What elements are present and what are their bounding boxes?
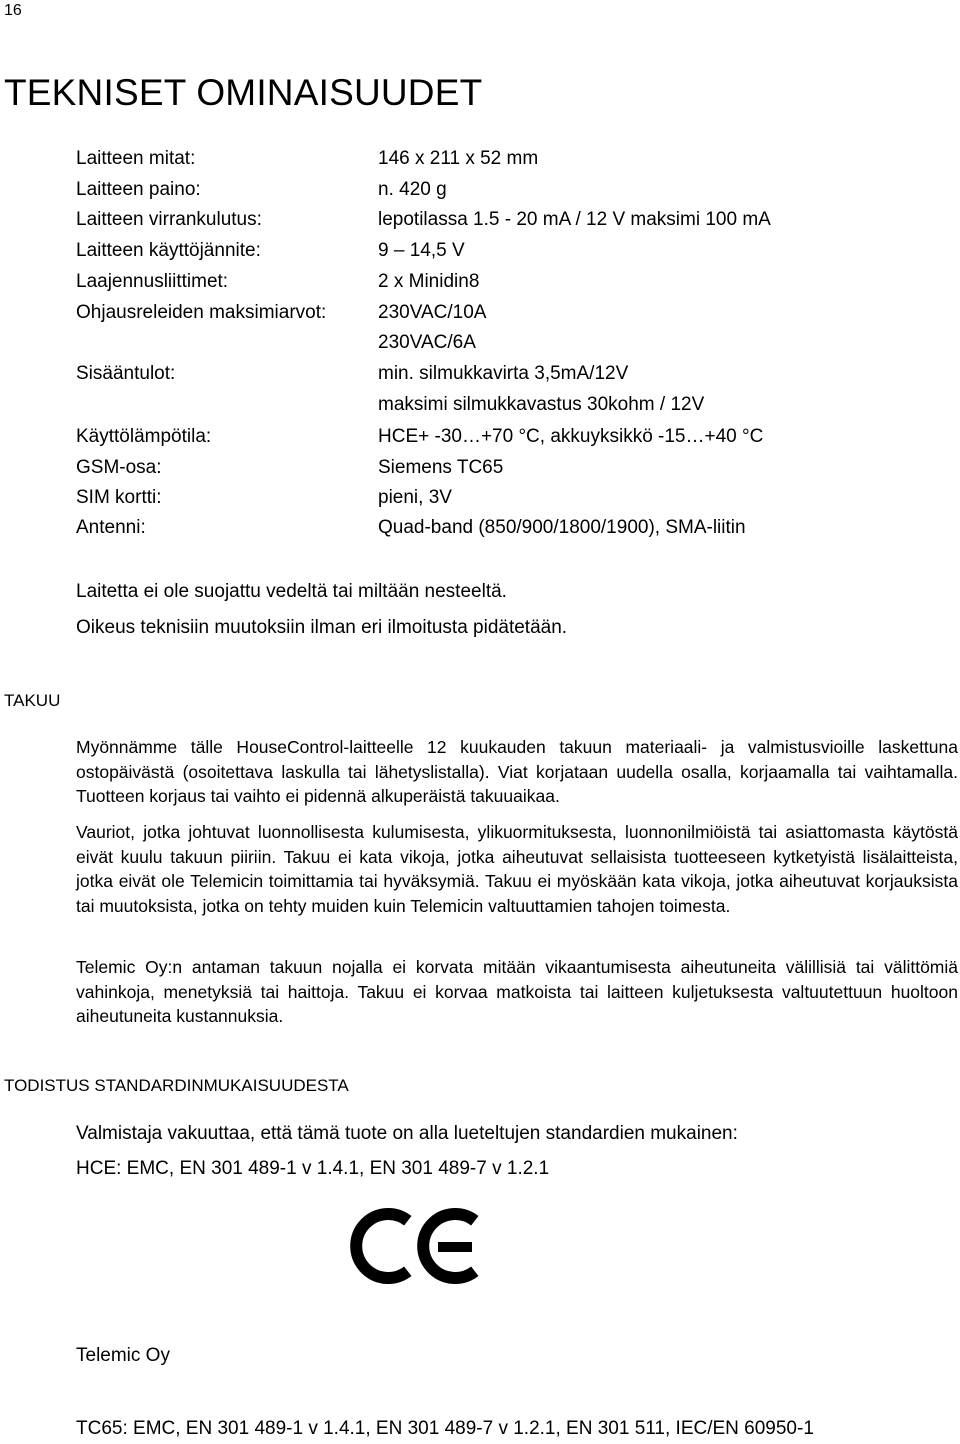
- water-note: Laitetta ei ole suojattu vedeltä tai miltään nesteeltä.: [76, 581, 507, 602]
- spec-label: Ohjausreleiden maksimiarvot:: [76, 302, 327, 323]
- conformity-statement: Valmistaja vakuuttaa, että tämä tuote on alla lueteltujen standardien mukainen:: [76, 1123, 738, 1144]
- spec-value: HCE+ -30…+70 °C, akkuyksikkö -15…+40 °C: [378, 426, 764, 447]
- spec-value: n. 420 g: [378, 179, 447, 200]
- changes-note: Oikeus teknisiin muutoksiin ilman eri ilmoitusta pidätetään.: [76, 617, 568, 638]
- conformity-heading: TODISTUS STANDARDINMUKAISUUDESTA: [4, 1076, 349, 1095]
- spec-label: Laitteen paino:: [76, 179, 201, 200]
- spec-value: maksimi silmukkavastus 30kohm / 12V: [378, 394, 705, 415]
- company-name: Telemic Oy: [76, 1345, 170, 1366]
- spec-value: 230VAC/6A: [378, 332, 476, 353]
- warranty-paragraph: Myönnämme tälle HouseControl-laitteelle 12 kuukauden takuun materiaali- ja valmistusvioille laskettuna ostopäivästä (osoitettava laskulla tai lähetyslistalla). Viat korjataan uudella osalla, korjaamalla tai vaihtamalla. Tuotteen korjaus tai vaihto ei pidennä alkuperäistä takuuaikaa.: [76, 737, 958, 806]
- spec-value: 230VAC/10A: [378, 302, 487, 323]
- spec-value: 9 – 14,5 V: [378, 240, 465, 261]
- spec-value: 146 x 211 x 52 mm: [378, 148, 539, 169]
- spec-label: GSM-osa:: [76, 457, 162, 478]
- spec-label: Laajennusliittimet:: [76, 271, 229, 292]
- warranty-heading: TAKUU: [4, 691, 61, 710]
- spec-value: min. silmukkavirta 3,5mA/12V: [378, 363, 629, 384]
- spec-value: pieni, 3V: [378, 487, 452, 508]
- spec-label: Laitteen virrankulutus:: [76, 209, 262, 230]
- spec-label: SIM kortti:: [76, 487, 162, 508]
- warranty-paragraph: Vauriot, jotka johtuvat luonnollisesta kulumisesta, ylikuormituksesta, luonnonilmiöistä tai asiattomasta käytöstä eivät kuulu takuun piiriin. Takuu ei kata vikoja, jotka aiheutuvat sellaisista tuotteeseen kytketyistä lisälaitteista, jotka eivät ole Telemicin toimittamia tai hyväksymiä. Takuu ei myöskään kata vikoja, jotka aiheutuvat korjauksista tai muutoksista, jotka on tehty muiden kuin Telemicin valtuuttamien tahojen toimesta.: [76, 822, 958, 916]
- spec-value: 2 x Minidin8: [378, 271, 480, 292]
- page-number: 16: [4, 2, 22, 19]
- spec-label: Sisääntulot:: [76, 363, 176, 384]
- spec-value: Siemens TC65: [378, 457, 504, 478]
- spec-value: lepotilassa 1.5 - 20 mA / 12 V maksimi 100 mA: [378, 209, 771, 230]
- spec-label: Antenni:: [76, 517, 146, 538]
- spec-label: Käyttölämpötila:: [76, 426, 212, 447]
- spec-label: Laitteen käyttöjännite:: [76, 240, 261, 261]
- spec-value: Quad-band (850/900/1800/1900), SMA-liitin: [378, 517, 746, 538]
- page-title: TEKNISET OMINAISUUDET: [4, 72, 483, 113]
- spec-label: Laitteen mitat:: [76, 148, 196, 169]
- hce-standards: HCE: EMC, EN 301 489-1 v 1.4.1, EN 301 489-7 v 1.2.1: [76, 1158, 550, 1179]
- tc65-standards: TC65: EMC, EN 301 489-1 v 1.4.1, EN 301 489-7 v 1.2.1, EN 301 511, IEC/EN 60950-1: [76, 1418, 814, 1439]
- warranty-paragraph: Telemic Oy:n antaman takuun nojalla ei korvata mitään vikaantumisesta aiheutuneita välillisiä tai välittömiä vahinkoja, menetyksiä tai haittoja. Takuu ei korvaa matkoista tai laitteen kuljetuksesta valtuutettuun huoltoon aiheutuneita kustannuksia.: [76, 957, 958, 1026]
- ce-mark-icon: [346, 1206, 486, 1286]
